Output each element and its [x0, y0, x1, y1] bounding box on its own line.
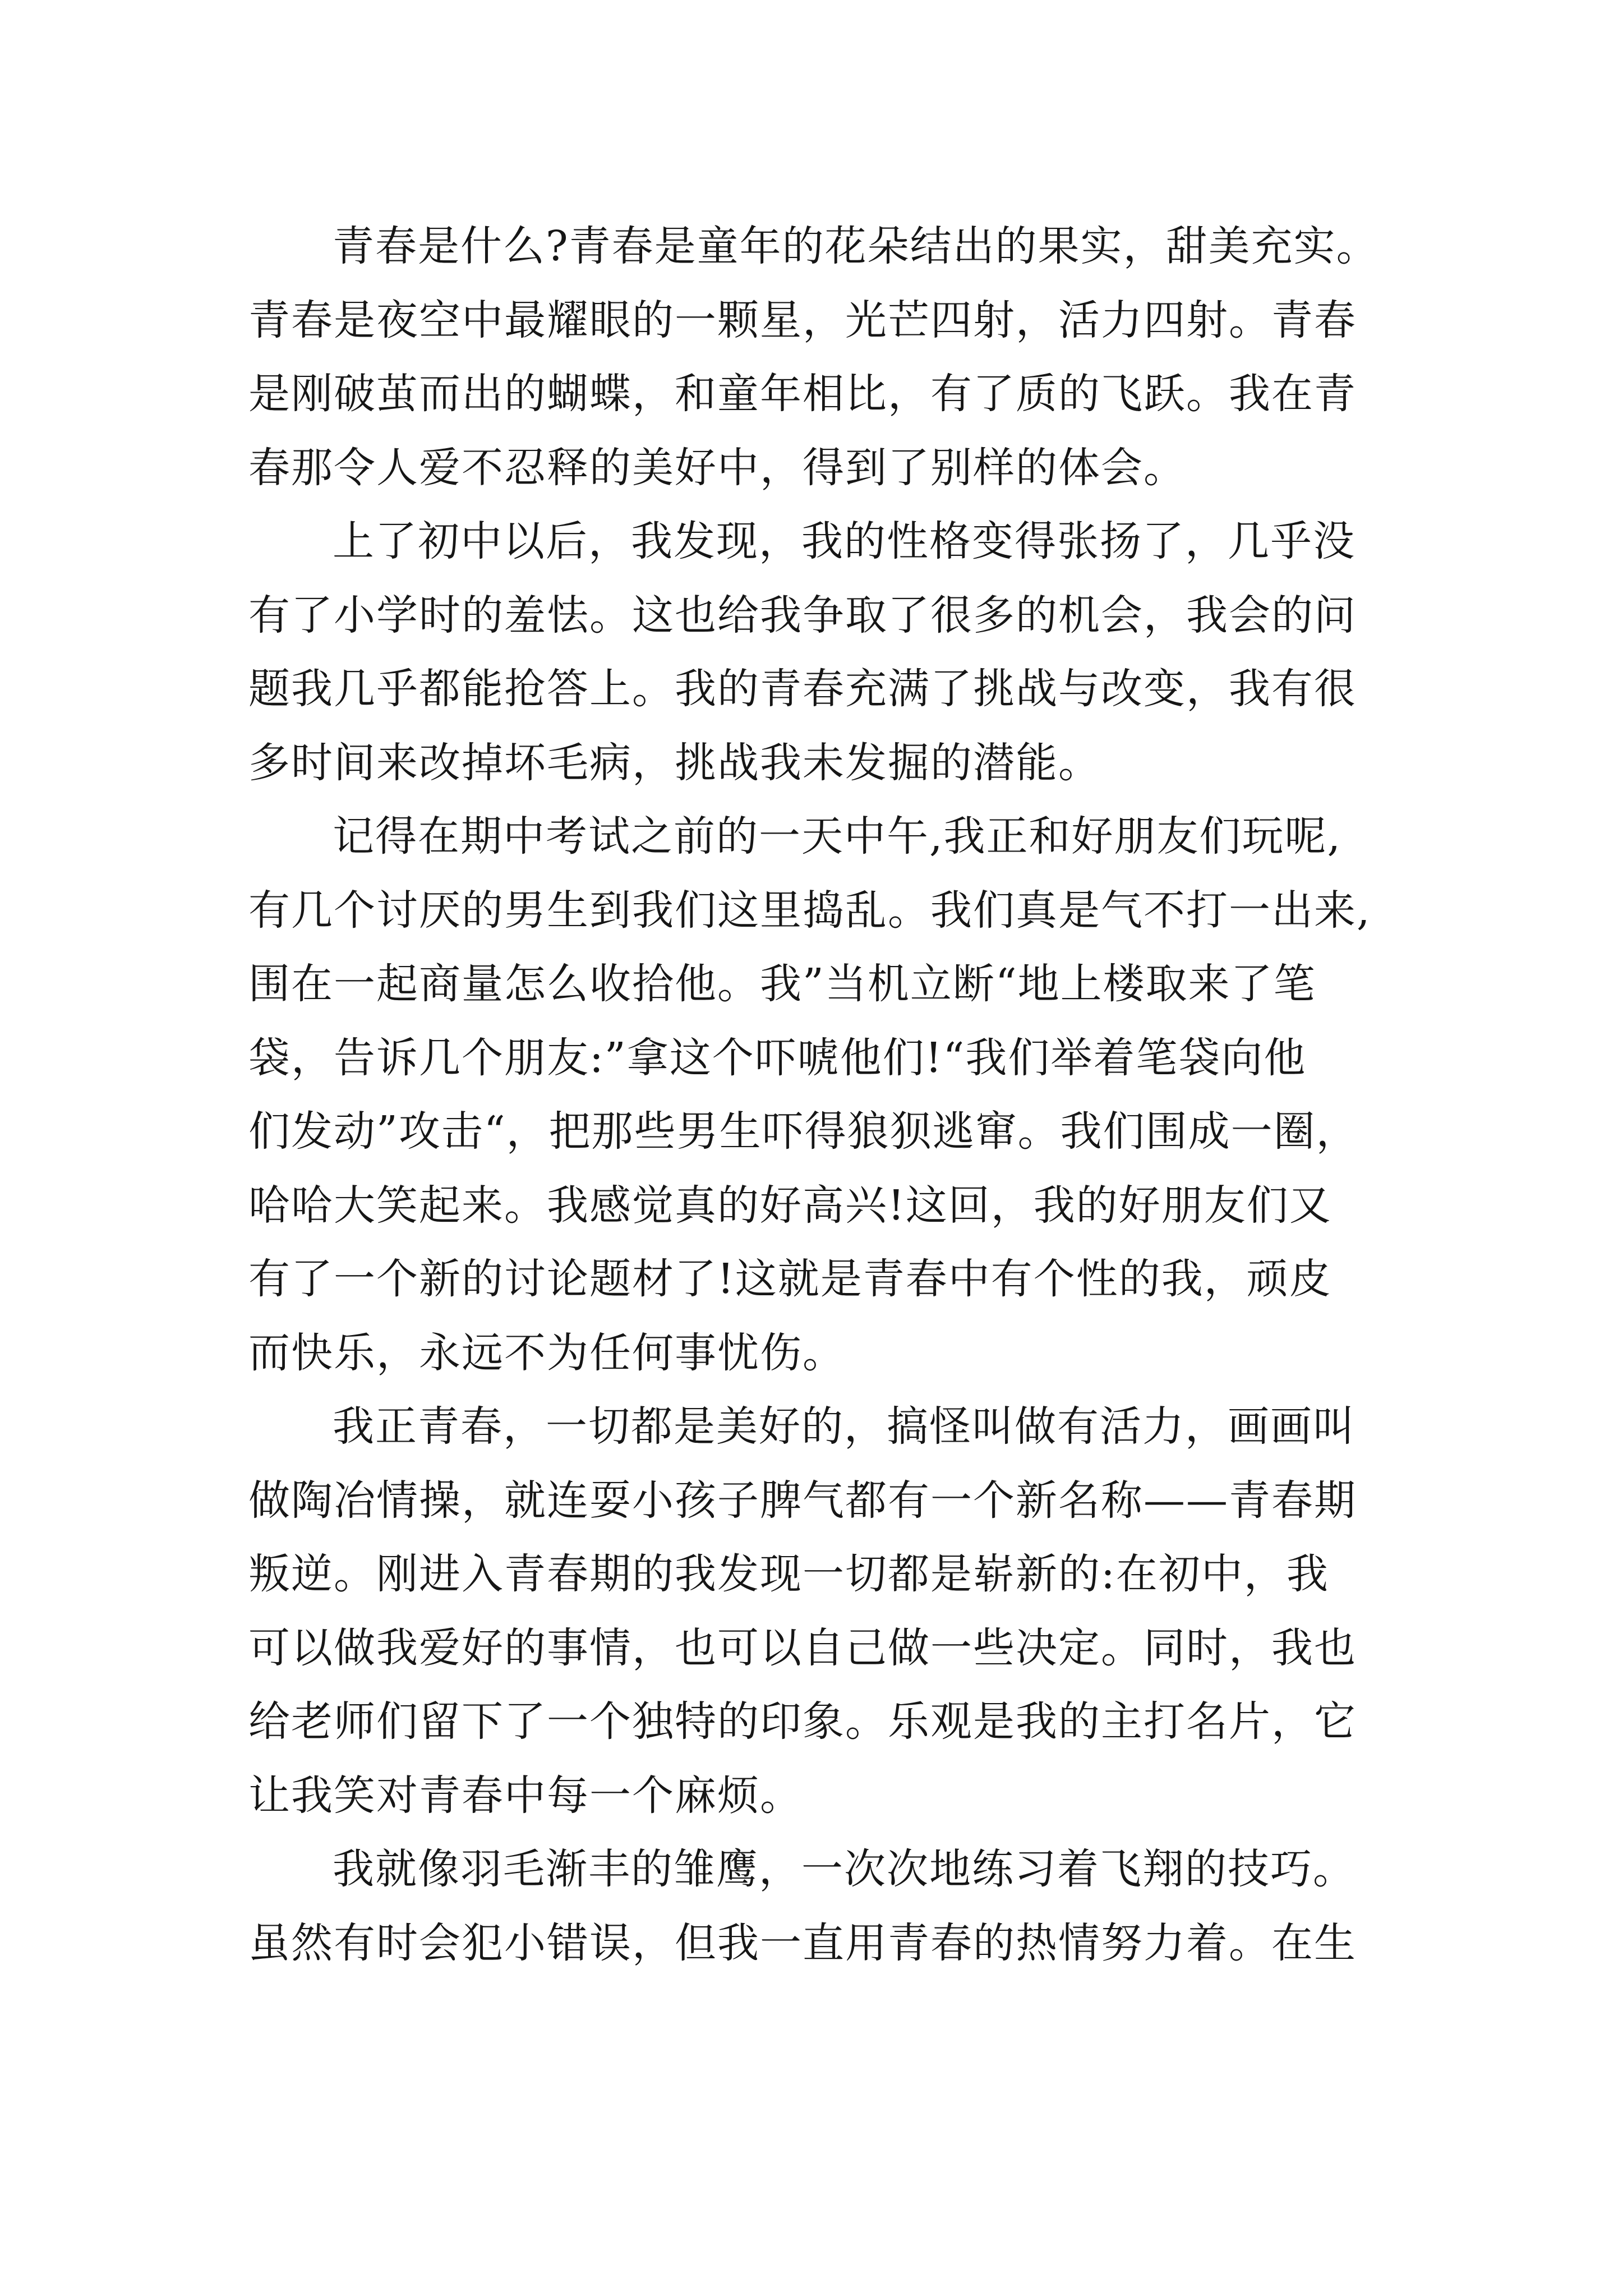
- paragraph-line: 叛逆。刚进入青春期的我发现一切都是崭新的:在初中，我: [248, 1550, 1329, 1598]
- paragraph-line: 有几个讨厌的男生到我们这里捣乱。我们真是气不打一出来,: [248, 886, 1371, 935]
- paragraph-line: 是刚破茧而出的蝴蝶，和童年相比，有了质的飞跃。我在青: [248, 370, 1357, 418]
- paragraph-line: 有了一个新的讨论题材了!这就是青春中有个性的我，顽皮: [248, 1255, 1332, 1303]
- paragraph-line: 可以做我爱好的事情，也可以自己做一些决定。同时，我也: [248, 1623, 1357, 1672]
- paragraph-line: 多时间来改掉坏毛病，挑战我未发掘的潜能。: [248, 738, 1101, 787]
- paragraph-line: 们发动”攻击“，把那些男生吓得狼狈逃窜。我们围成一圈，: [248, 1107, 1359, 1156]
- paragraph-line: 我就像羽毛渐丰的雏鹰，一次次地练习着飞翔的技巧。: [333, 1845, 1355, 1893]
- paragraph-line: 围在一起商量怎么收拾他。我”当机立断“地上楼取来了笔: [248, 960, 1316, 1008]
- paragraph-line: 有了小学时的羞怯。这也给我争取了很多的机会，我会的问: [248, 591, 1357, 639]
- paragraph-line: 做陶冶情操，就连耍小孩子脾气都有一个新名称——青春期: [248, 1476, 1357, 1525]
- essay-body: [248, 210, 1415, 1980]
- paragraph-line: 记得在期中考试之前的一天中午,我正和好朋友们玩呢,: [333, 812, 1342, 861]
- paragraph-line: 春那令人爱不忍释的美好中，得到了别样的体会。: [248, 443, 1186, 492]
- paragraph-line: 青春是什么?青春是童年的花朵结出的果实，甜美充实。: [333, 222, 1379, 270]
- paragraph-line: 青春是夜空中最耀眼的一颗星，光芒四射，活力四射。青春: [248, 296, 1357, 344]
- paragraph-line: 袋，告诉几个朋友:”拿这个吓唬他们!“我们举着笔袋向他: [248, 1033, 1307, 1082]
- paragraph-line: 题我几乎都能抢答上。我的青春充满了挑战与改变，我有很: [248, 665, 1357, 713]
- paragraph-line: 给老师们留下了一个独特的印象。乐观是我的主打名片，它: [248, 1697, 1357, 1746]
- paragraph-line: 哈哈大笑起来。我感觉真的好高兴!这回，我的好朋友们又: [248, 1181, 1332, 1230]
- paragraph-line: 虽然有时会犯小错误，但我一直用青春的热情努力着。在生: [248, 1918, 1357, 1967]
- paragraph-line: 我正青春，一切都是美好的，搞怪叫做有活力，画画叫: [333, 1402, 1355, 1451]
- paragraph-line: 上了初中以后，我发现，我的性格变得张扬了，几乎没: [333, 517, 1355, 565]
- paragraph-line: 让我笑对青春中每一个麻烦。: [248, 1771, 803, 1820]
- paragraph-line: 而快乐，永远不为任何事忧伤。: [248, 1328, 845, 1377]
